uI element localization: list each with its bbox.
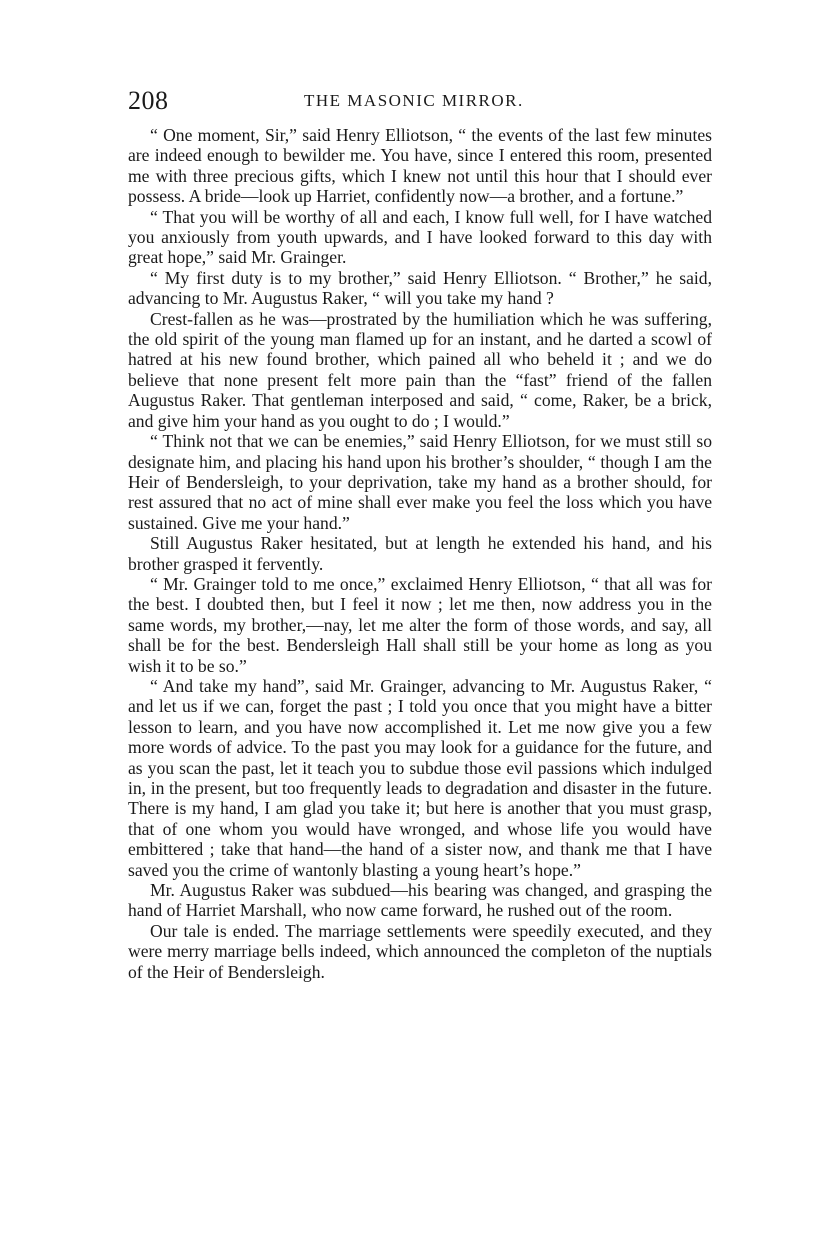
paragraph: “ That you will be worthy of all and each, I know full well, for I have watched you anxiously from youth upwards, and I have looked forward to this day with great hope,” said Mr. Grainger. <box>128 206 712 268</box>
paragraph: “ Mr. Grainger told to me once,” exclaimed Henry Elliotson, “ that all was for the best. I doubted then, but I feel it now ; let me then, now address you in the same words, my brother,—nay, let me alter the form of those words, and say, all shall be for the best. Bendersleigh Hall shall still be your home as long as you wish it to be so.” <box>128 573 712 676</box>
paragraph: Mr. Augustus Raker was subdued—his bearing was changed, and grasping the hand of Harriet Marshall, who now came forward, he rushed out of the room. <box>128 880 712 921</box>
paragraph: “ Think not that we can be enemies,” said Henry Elliotson, for we must still so designate him, and placing his hand upon his brother’s shoulder, “ though I am the Heir of Bendersleigh, to your deprivation, take my hand as a brother should, for rest assured that no act of mine shall ever make you feel the loss which you have sustained. Give me your hand.” <box>128 431 712 533</box>
journal-title: THE MASONIC MIRROR. <box>304 91 524 110</box>
paragraph: Our tale is ended. The marriage settlements were speedily executed, and they were merry marriage bells indeed, which announced the completon of the nuptials of the Heir of Bendersleigh. <box>128 920 712 982</box>
paragraph: Still Augustus Raker hesitated, but at length he extended his hand, and his brother grasped it fervently. <box>128 533 712 574</box>
paragraph: Crest-fallen as he was—prostrated by the humiliation which he was suffering, the old spirit of the young man flamed up for an instant, and he darted a scowl of hatred at his new found brother, which pained all who beheld it ; and we do believe that none present felt more pain than the “fast” friend of the fallen Augustus Raker. That gentleman interposed and said, “ come, Raker, be a brick, and give him your hand as you ought to do ; I would.” <box>128 308 712 431</box>
page-number: 208 <box>128 86 169 115</box>
paragraph: “ And take my hand”, said Mr. Grainger, advancing to Mr. Augustus Raker, “ and let us if we can, forget the past ; I told you once that you might have a bitter lesson to learn, and you have now accomplished it. Let me now give you a few more words of advice. To the past you may look for a guidance for the future, and as you scan the past, let it teach you to subdue those evil passions which indulged in, in the present, but too frequently leads to degradation and disaster in the future. There is my hand, I am glad you take it; but here is another that you must grasp, that of one whom you would have wronged, and whose life you would have embittered ; take that hand—the hand of a sister now, and thank me that I have saved you the crime of wantonly blasting a young heart’s hope.” <box>128 675 712 880</box>
running-head <box>128 86 712 116</box>
body-text <box>128 125 712 982</box>
paragraph: “ One moment, Sir,” said Henry Elliotson, “ the events of the last few minutes are indeed enough to bewilder me. You have, since I entered this room, presented me with three precious gifts, which I knew not until this hour that I should ever possess. A bride—look up Harriet, confidently now—a brother, and a fortune.” <box>128 125 712 207</box>
paragraph: “ My first duty is to my brother,” said Henry Elliotson. “ Brother,” he said, advancing to Mr. Augustus Raker, “ will you take my hand ? <box>128 267 712 309</box>
